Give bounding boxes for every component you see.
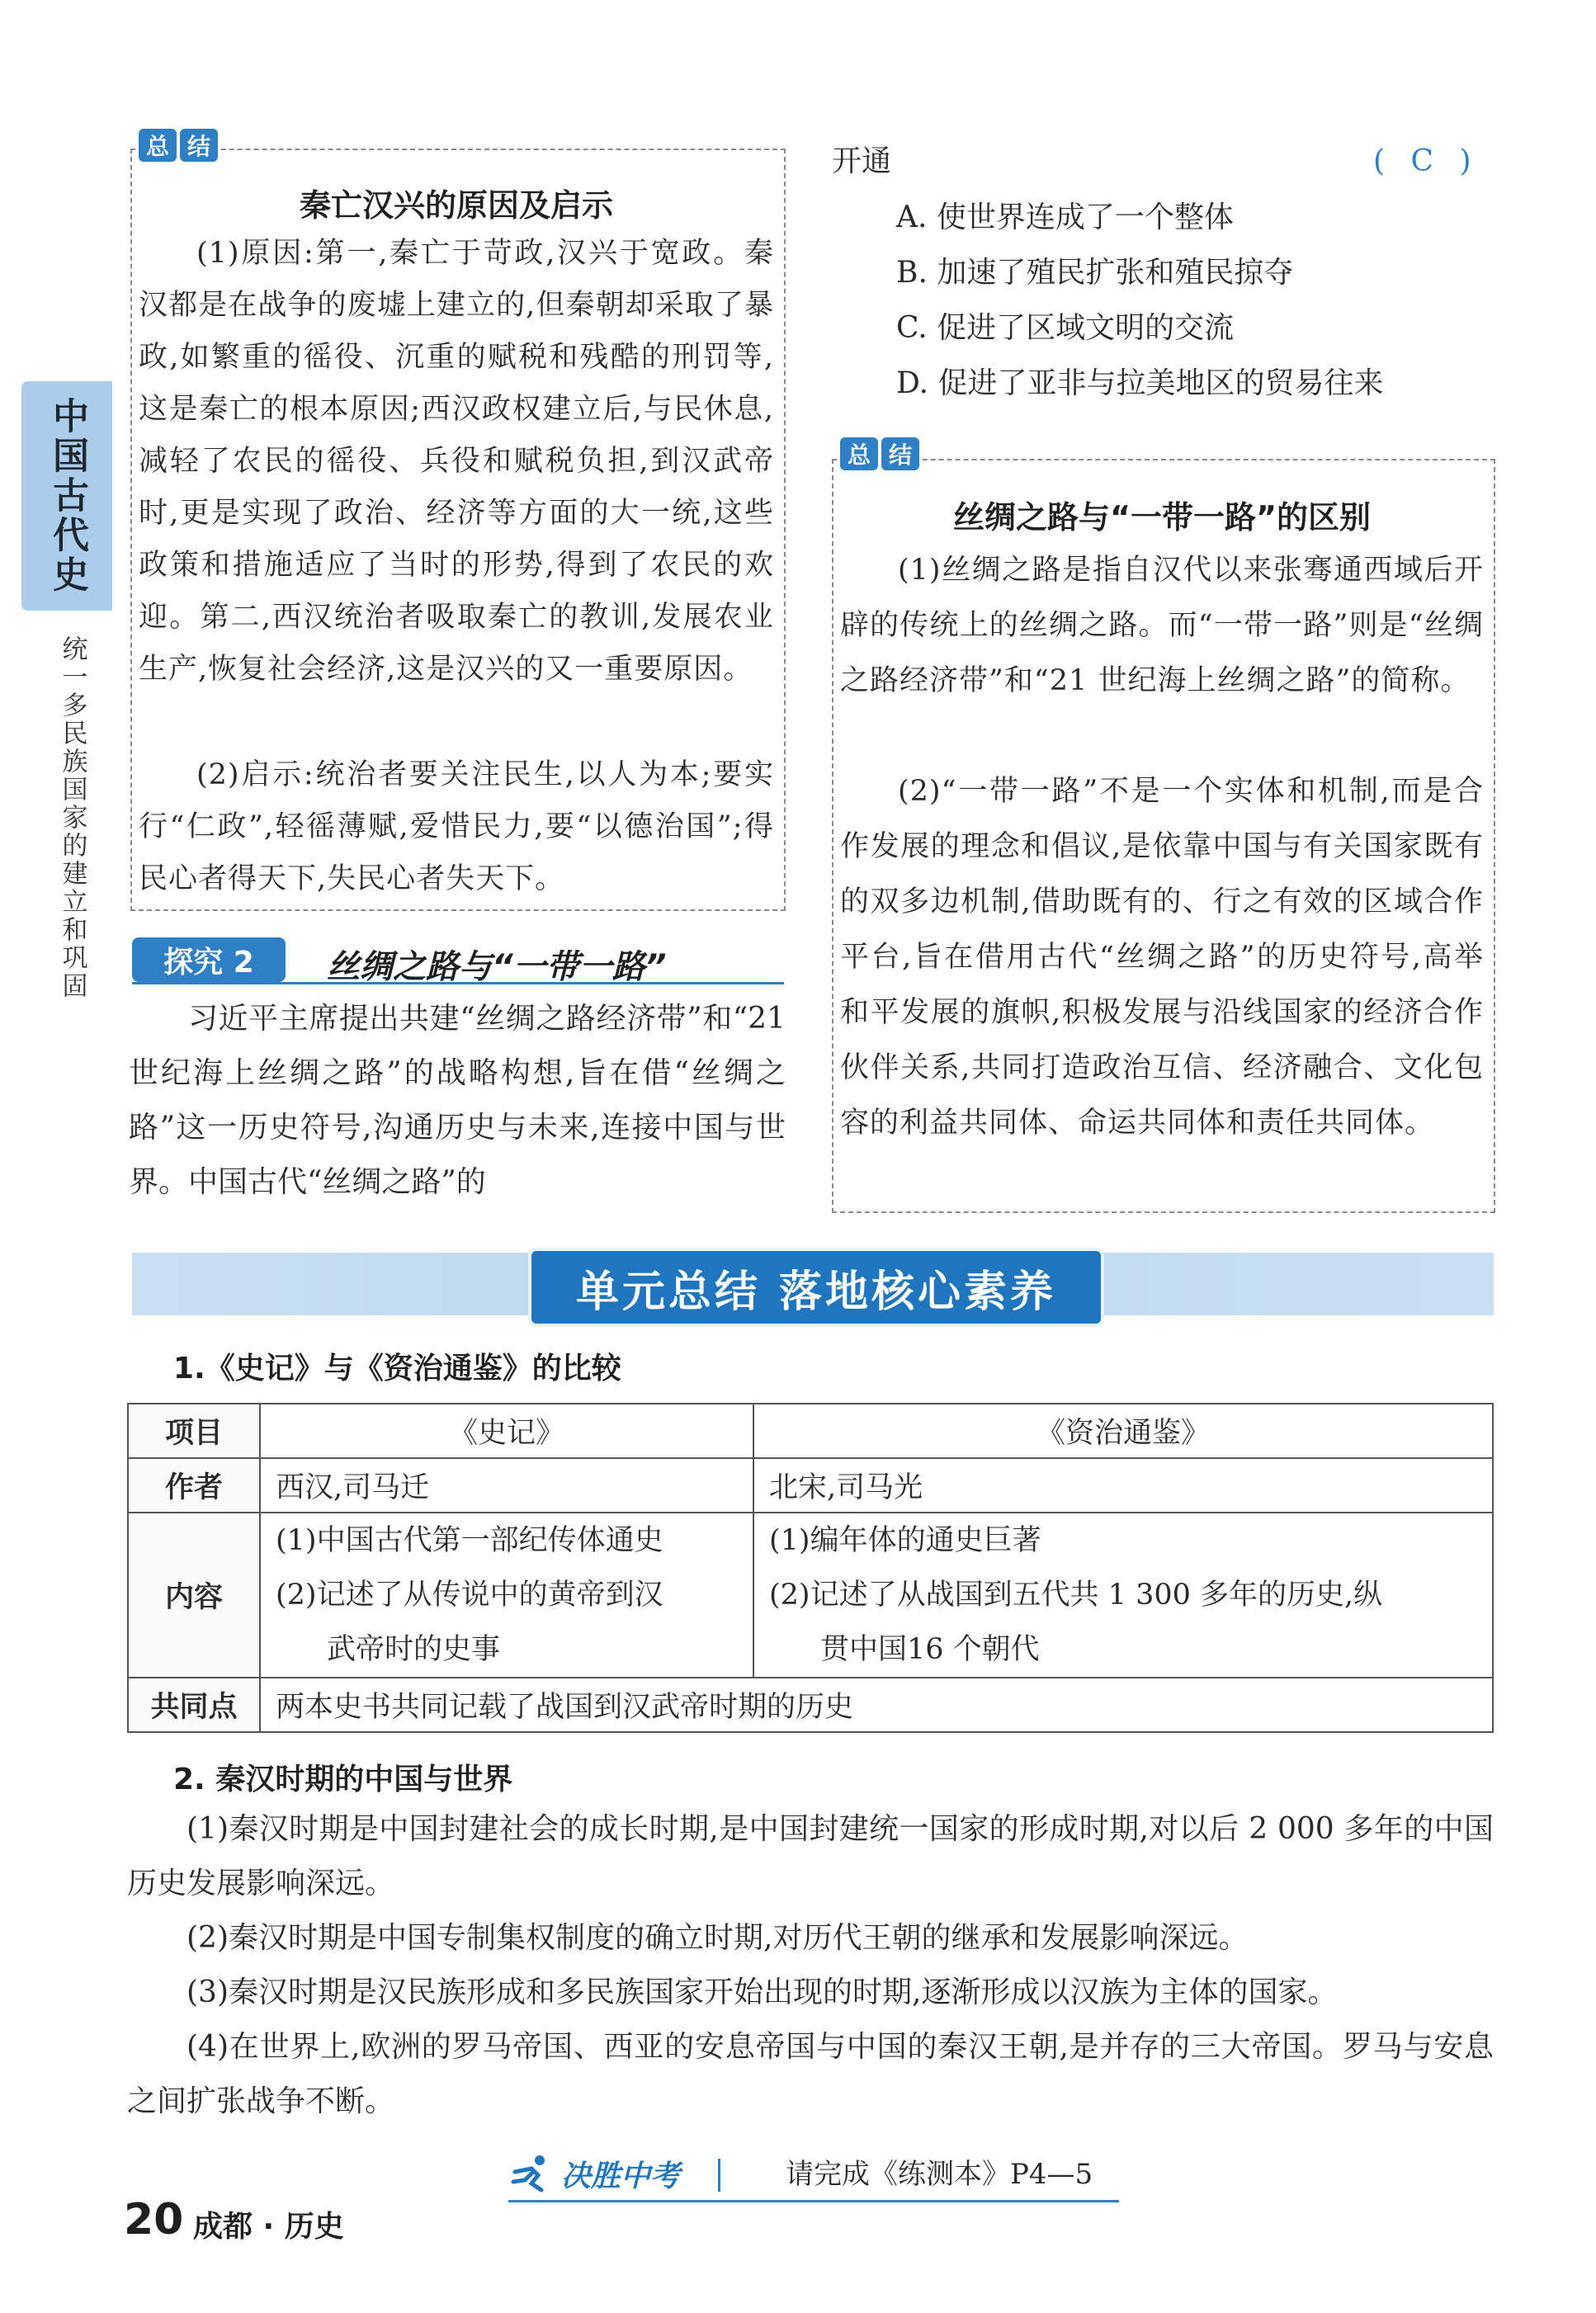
cell-line: 武帝时的史事 <box>327 1633 501 1666</box>
cell-line: 贯中国16 个朝代 <box>820 1633 1040 1666</box>
table-cell <box>260 1513 753 1678</box>
row-label: 共同点 <box>128 1678 260 1732</box>
table-cell: 两本史书共同记载了战国到汉武帝时期的历史 <box>260 1678 1493 1732</box>
page-label: 成都 · 历史 <box>193 2210 344 2244</box>
side-subtitle <box>48 635 97 1064</box>
section-2-title: 2. 秦汉时期的中国与世界 <box>173 1763 513 1796</box>
body-paragraph: (3)秦汉时期是汉民族形成和多民族国家开始出现的时期,逐渐形成以汉族为主体的国家。 <box>187 1975 1338 2009</box>
tag-char: 结 <box>881 437 919 470</box>
option-c: C. 促进了区域文明的交流 <box>896 311 1235 345</box>
footer-underline <box>508 2200 1119 2202</box>
summary-tag-1 <box>139 129 218 162</box>
summary-title-1: 秦亡汉兴的原因及启示 <box>299 187 613 224</box>
footer-logo-text: 决胜中考 <box>561 2159 681 2193</box>
table-cell <box>753 1513 1493 1678</box>
summary-tag-2 <box>840 437 919 470</box>
cell-line: (2)记述了从战国到五代共 1 300 多年的历史,纵 <box>769 1579 1383 1612</box>
footer-divider <box>718 2159 720 2192</box>
unit-summary-banner <box>132 1253 1494 1315</box>
table-row <box>128 1513 1493 1678</box>
body-paragraph: (1)秦汉时期是中国封建社会的成长时期,是中国封建统一国家的形成时期,对以后 2 000 多年的中国历史发展影响深远。 <box>127 1812 1494 1900</box>
cell-line: (1)编年体的通史巨著 <box>769 1524 1041 1557</box>
runner-icon <box>508 2154 553 2193</box>
side-subtitle-text: 统一多民族国家的建立和巩固 <box>57 635 87 1000</box>
side-tab-label: 中国古代史 <box>46 397 88 595</box>
cell-line: (1)中国古代第一部纪传体通史 <box>276 1524 663 1557</box>
tag-char: 总 <box>139 129 177 162</box>
tag-char: 总 <box>840 437 878 470</box>
summary-paragraph: (2)“一带一路”不是一个实体和机制,而是合作发展的理念和倡议,是依靠中国与有关国家既有的双多边机制,借助既有的、行之有效的区域合作平台,旨在借用古代“丝绸之路”的历史符号,高举和平发展的旗帜,积极发展与沿线国家的经济合作伙伴关系,共同打造政治互信、经济融合、文化包容的利益共同体、命运共同体和责任共同体。 <box>840 775 1484 1140</box>
cell-line: (2)记述了从传说中的黄帝到汉 <box>276 1579 663 1612</box>
row-label: 内容 <box>128 1513 260 1678</box>
option-d: D. 促进了亚非与拉美地区的贸易往来 <box>896 366 1384 400</box>
question-answer: ( C ) <box>1373 144 1480 178</box>
row-label: 作者 <box>128 1458 260 1513</box>
banner-title: 单元总结 落地核心素养 <box>528 1248 1104 1327</box>
explore-heading <box>132 937 784 984</box>
summary-title-2: 丝绸之路与“一带一路”的区别 <box>953 499 1371 536</box>
body-paragraph: (2)秦汉时期是中国专制集权制度的确立时期,对历代王朝的继承和发展影响深远。 <box>187 1921 1249 1955</box>
explore-text: 习近平主席提出共建“丝绸之路经济带”和“21 世纪海上丝绸之路”的战略构想,旨在借“丝绸之路”这一历史符号,沟通历史与未来,连接中国与世界。中国古代“丝绸之路”的 <box>129 1002 786 1199</box>
explore-badge: 探究 2 <box>132 937 286 982</box>
table-row <box>128 1678 1493 1732</box>
header-shiji: 《史记》 <box>260 1404 753 1458</box>
body-paragraph: (4)在世界上,欧洲的罗马帝国、西亚的安息帝国与中国的秦汉王朝,是并存的三大帝国。罗马与安息之间扩张战争不断。 <box>127 2030 1494 2118</box>
question-options <box>896 190 1383 411</box>
table-row <box>128 1458 1493 1513</box>
page-number: 20 <box>124 2195 184 2245</box>
explore-title: 丝绸之路与“一带一路” <box>327 948 667 986</box>
footer-logo <box>508 2150 723 2197</box>
comparison-table <box>127 1403 1494 1733</box>
option-b: B. 加速了殖民扩张和殖民掠夺 <box>896 256 1294 290</box>
header-item: 项目 <box>128 1404 260 1458</box>
section-1-title: 1.《史记》与《资治通鉴》的比较 <box>173 1352 621 1385</box>
tag-char: 结 <box>180 129 218 162</box>
summary-paragraph: (1)丝绸之路是指自汉代以来张骞通西域后开辟的传统上的丝绸之路。而“一带一路”则是“丝绸之路经济带”和“21 世纪海上丝绸之路”的简称。 <box>840 554 1484 697</box>
table-cell: 西汉,司马迁 <box>260 1458 753 1513</box>
summary-paragraph: (1)原因:第一,秦亡于苛政,汉兴于宽政。秦汉都是在战争的废墟上建立的,但秦朝却采取了暴政,如繁重的徭役、沉重的赋税和残酷的刑罚等,这是秦亡的根本原因;西汉政权建立后,与民休息,减轻了农民的徭役、兵役和赋税负担,到汉武帝时,更是实现了政治、经济等方面的大一统,这些政策和措施适应了当时的形势,得到了农民的欢迎。第二,西汉统治者吸取秦亡的教训,发展农业生产,恢复社会经济,这是汉兴的又一重要原因。 <box>139 237 774 686</box>
section-2-body <box>127 1802 1494 2129</box>
header-zizhitongjian: 《资治通鉴》 <box>753 1404 1493 1458</box>
option-a: A. 使世界连成了一个整体 <box>896 201 1234 234</box>
question-stem-tail: 开通 <box>832 144 892 178</box>
summary-paragraph: (2)启示:统治者要关注民生,以人为本;要实行“仁政”,轻徭薄赋,爱惜民力,要“以德治国”;得民心者得天下,失民心者失天下。 <box>139 758 774 895</box>
table-header-row <box>128 1404 1493 1458</box>
side-tab <box>21 381 112 611</box>
footer-note: 请完成《练测本》P4—5 <box>786 2158 1093 2191</box>
table-cell: 北宋,司马光 <box>753 1458 1493 1513</box>
